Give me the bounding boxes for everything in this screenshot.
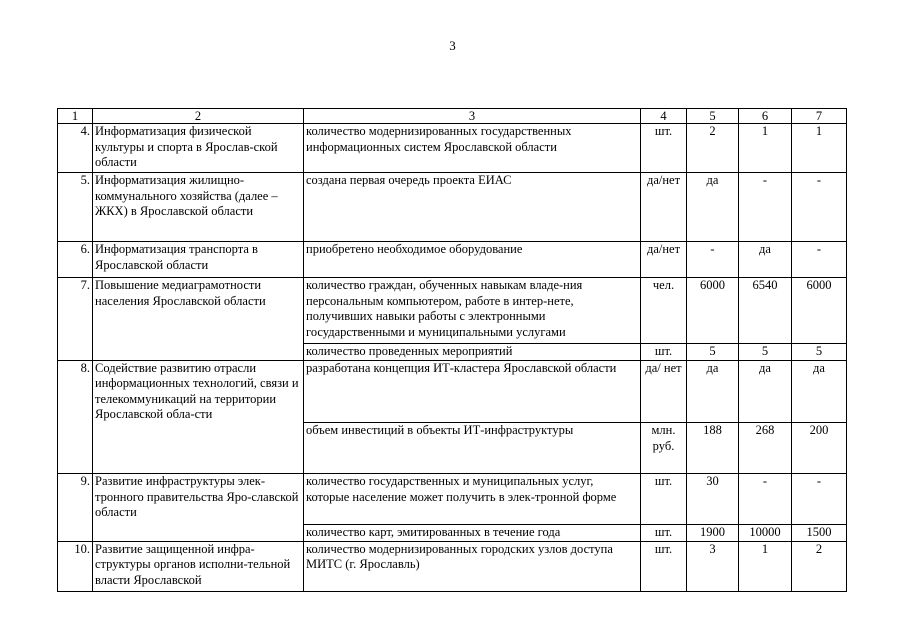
measure-name-continuation [93, 423, 304, 474]
row-number-continuation [58, 525, 93, 542]
value-cell-7: - [792, 173, 847, 242]
value-cell-5: - [687, 242, 739, 278]
table-row [58, 173, 847, 242]
row-number: 6. [58, 242, 93, 278]
indicator-text: количество государственных и муниципальных услуг, которые население может получить в элек-тронной форме [304, 474, 641, 525]
row-number: 4. [58, 124, 93, 173]
value-cell-7: 1 [792, 124, 847, 173]
value-cell-5: 3 [687, 541, 739, 591]
measure-name-continuation [93, 525, 304, 542]
value-cell-7: 6000 [792, 278, 847, 344]
value-cell-7: да [792, 360, 847, 423]
indicator-text: количество проведенных мероприятий [304, 344, 641, 361]
header-cell: 7 [792, 109, 847, 124]
indicator-text: количество модернизированных городских узлов доступа МИТС (г. Ярославль) [304, 541, 641, 591]
value-cell-7: - [792, 474, 847, 525]
row-number-continuation [58, 423, 93, 474]
row-number-continuation [58, 344, 93, 361]
unit-cell: шт. [641, 525, 687, 542]
table-row [58, 360, 847, 423]
indicator-text: объем инвестиций в объекты ИТ-инфраструктуры [304, 423, 641, 474]
page-number: 3 [449, 38, 456, 53]
value-cell-6: 5 [739, 344, 792, 361]
indicator-text: количество модернизированных государственных информационных систем Ярославской области [304, 124, 641, 173]
indicator-text: приобретено необходимое оборудование [304, 242, 641, 278]
row-number: 10. [58, 541, 93, 591]
header-cell: 2 [93, 109, 304, 124]
value-cell-6: да [739, 360, 792, 423]
measure-name-continuation [93, 344, 304, 361]
value-cell-5: да [687, 173, 739, 242]
indicator-text: количество граждан, обученных навыкам владе-ния персональным компьютером, работе в интер-нете, получивших навыки работы с электронными государственными и муниципальными услугами [304, 278, 641, 344]
value-cell-7: 2 [792, 541, 847, 591]
value-cell-6: 268 [739, 423, 792, 474]
indicator-text: разработана концепция ИТ-кластера Ярославской области [304, 360, 641, 423]
header-cell: 5 [687, 109, 739, 124]
indicator-text: создана первая очередь проекта ЕИАС [304, 173, 641, 242]
value-cell-7: 1500 [792, 525, 847, 542]
table-row [58, 124, 847, 173]
header-cell: 4 [641, 109, 687, 124]
measure-name: Развитие инфраструктуры элек-тронного правительства Яро-славской области [93, 474, 304, 525]
unit-cell: чел. [641, 278, 687, 344]
unit-cell: млн. руб. [641, 423, 687, 474]
row-number: 5. [58, 173, 93, 242]
unit-cell: да/нет [641, 173, 687, 242]
value-cell-5: 188 [687, 423, 739, 474]
value-cell-5: 30 [687, 474, 739, 525]
measure-name: Информатизация жилищно-коммунального хозяйства (далее – ЖКХ) в Ярославской области [93, 173, 304, 242]
value-cell-6: 10000 [739, 525, 792, 542]
table-row [58, 541, 847, 591]
value-cell-7: - [792, 242, 847, 278]
value-cell-5: 6000 [687, 278, 739, 344]
table-row [58, 242, 847, 278]
measure-name: Информатизация транспорта в Ярославской области [93, 242, 304, 278]
table-row [58, 525, 847, 542]
measure-name: Повышение медиаграмотности населения Ярославской области [93, 278, 304, 344]
measure-name: Информатизация физической культуры и спорта в Ярослав-ской области [93, 124, 304, 173]
unit-cell: да/нет [641, 242, 687, 278]
unit-cell: шт. [641, 344, 687, 361]
value-cell-5: 5 [687, 344, 739, 361]
unit-cell: да/ нет [641, 360, 687, 423]
value-cell-6: - [739, 173, 792, 242]
value-cell-5: да [687, 360, 739, 423]
header-cell: 6 [739, 109, 792, 124]
table-row [58, 474, 847, 525]
value-cell-7: 200 [792, 423, 847, 474]
row-number: 8. [58, 360, 93, 423]
table-header-row [58, 109, 847, 124]
value-cell-5: 2 [687, 124, 739, 173]
row-number: 9. [58, 474, 93, 525]
unit-cell: шт. [641, 541, 687, 591]
value-cell-6: 1 [739, 541, 792, 591]
indicators-table [57, 108, 847, 592]
value-cell-6: 6540 [739, 278, 792, 344]
unit-cell: шт. [641, 474, 687, 525]
header-cell: 1 [58, 109, 93, 124]
row-number: 7. [58, 278, 93, 344]
measure-name: Содействие развитию отрасли информационных технологий, связи и телекоммуникаций на территории Ярославской обла-сти [93, 360, 304, 423]
table-row [58, 423, 847, 474]
header-cell: 3 [304, 109, 641, 124]
table-row [58, 344, 847, 361]
table-row [58, 278, 847, 344]
indicator-text: количество карт, эмитированных в течение года [304, 525, 641, 542]
value-cell-7: 5 [792, 344, 847, 361]
value-cell-6: - [739, 474, 792, 525]
value-cell-5: 1900 [687, 525, 739, 542]
value-cell-6: да [739, 242, 792, 278]
value-cell-6: 1 [739, 124, 792, 173]
unit-cell: шт. [641, 124, 687, 173]
measure-name: Развитие защищенной инфра-структуры органов исполни-тельной власти Ярославской [93, 541, 304, 591]
